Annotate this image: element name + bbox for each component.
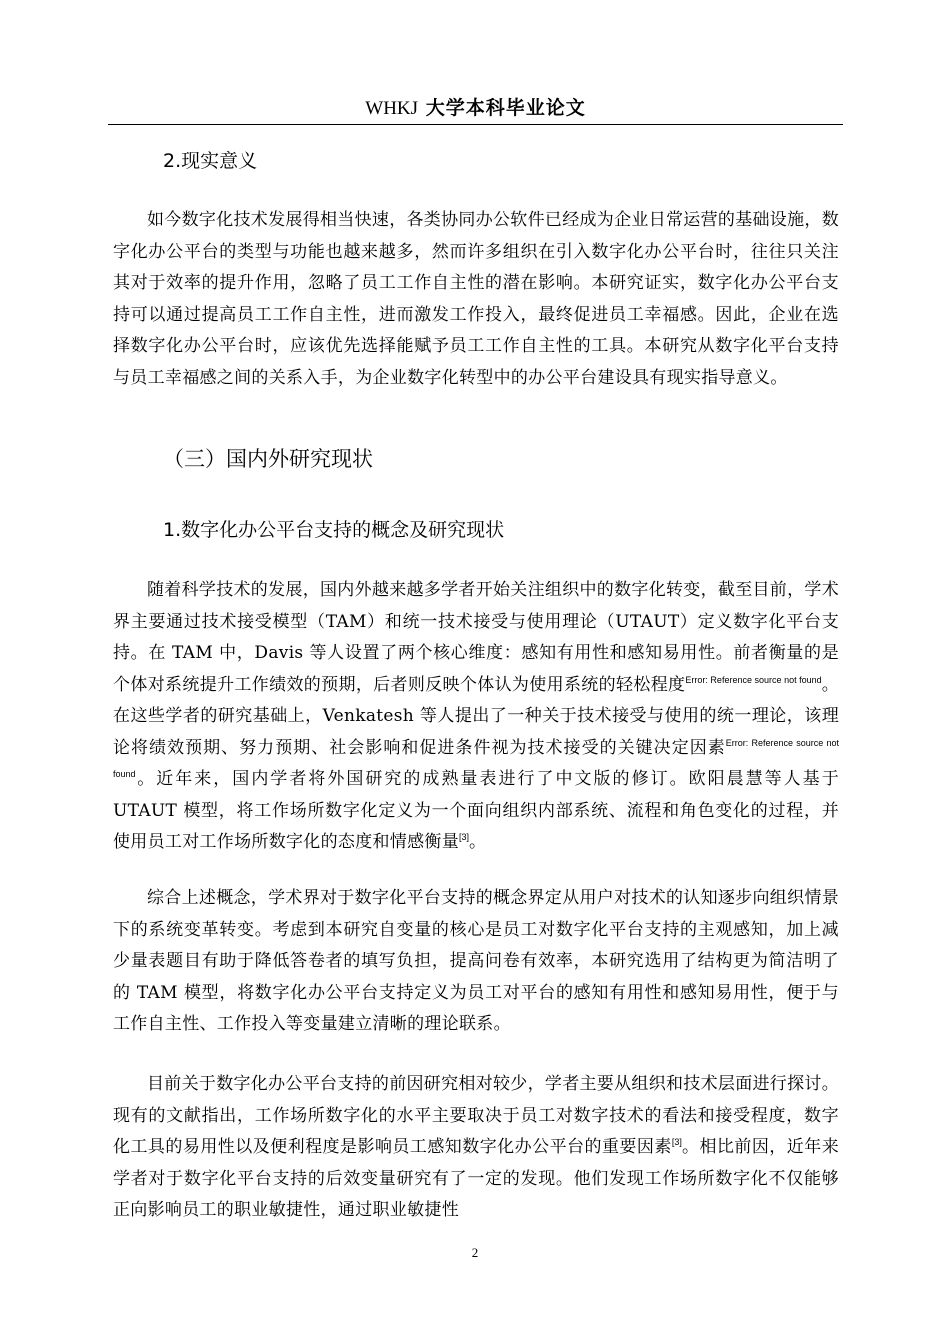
citation-marker[interactable]: [3] — [459, 832, 470, 842]
subsection-heading-practical: 2.现实意义 — [163, 150, 258, 172]
paragraph-practical: 如今数字化技术发展得相当快速，各类协同办公软件已经成为企业日常运营的基础设施，数字化办公平台的类型与功能也越来越多，然而许多组织在引入数字化办公平台时，往往只关注其对于效率的提升作用，忽略了员工工作自主性的潜在影响。本研究证实，数字化办公平台支持可以通过提高员工工作自主性，进而激发工作投入，最终促进员工幸福感。因此，企业在选择数字化办公平台时，应该优先选择能赋予员工工作自主性的工具。本研究从数字化平台支持与员工幸福感之间的关系入手，为企业数字化转型中的办公平台建设具有现实指导意义。 — [113, 210, 839, 388]
paragraph-text: 目前关于数字化办公平台支持的前因研究相对较少，学者主要从组织和技术层面进行探讨。现有的文献指出，工作场所数字化的水平主要取决于员工对数字技术的看法和接受程度，数字化工具的易用性以及便利程度是影响员工感知数字化办公平台的重要因素 — [113, 1074, 839, 1157]
paragraph-text: 。在这些学者的研究基础上，Venkatesh 等人提出了一种关于技术接受与使用的统一理论，该理论将绩效预期、努力预期、社会影响和促进条件视为技术接受的关键决定因素 — [113, 674, 840, 758]
reference-error-marker[interactable]: Error: Reference source not found — [113, 737, 839, 779]
reference-error-marker[interactable]: Error: Reference source not found — [685, 674, 822, 685]
page-number: 2 — [471, 1245, 479, 1260]
paragraph-concept — [113, 575, 839, 859]
page-header — [108, 96, 843, 125]
citation-marker[interactable]: [3] — [671, 1137, 682, 1147]
paragraph-text: 。近年来，国内学者将外国研究的成熟量表进行了中文版的修订。欧阳晨慧等人基于 UTAUT 模型，将工作场所数字化定义为一个面向组织内部系统、流程和角色变化的过程，并使用员工对工作场所数字化的态度和情感衡量 — [113, 769, 839, 852]
section-heading-research-status: （三）国内外研究现状 — [163, 447, 373, 471]
paragraph-text: 。相比前因，近年来学者对于数字化平台支持的后效变量研究有了一定的发现。他们发现工作场所数字化不仅能够正向影响员工的职业敏捷性，通过职业敏捷性 — [113, 1137, 839, 1220]
header-code: WHKJ — [365, 98, 419, 119]
paragraph-antecedents — [113, 1069, 839, 1227]
paragraph-summary: 综合上述概念，学术界对于数字化平台支持的概念界定从用户对技术的认知逐步向组织情景下的系统变革转变。考虑到本研究自变量的核心是员工对数字化平台支持的主观感知，加上减少量表题目有助于降低答卷者的填写负担，提高问卷有效率，本研究选用了结构更为简洁明了的 TAM 模型，将数字化办公平台支持定义为员工对平台的感知有用性和感知易用性，便于与工作自主性、工作投入等变量建立清晰的理论联系。 — [113, 888, 839, 1034]
paragraph-text: 。 — [469, 832, 487, 852]
header-title: 大学本科毕业论文 — [425, 97, 586, 119]
subsection-heading-concept: 1.数字化办公平台支持的概念及研究现状 — [163, 519, 505, 541]
paragraph-text: 随着科学技术的发展，国内外越来越多学者开始关注组织中的数字化转变，截至目前，学术界主要通过技术接受模型（TAM）和统一技术接受与使用理论（UTAUT）定义数字化平台支持。在 TAM 中，Davis 等人设置了两个核心维度：感知有用性和感知易用性。前者衡量的是个体对系统提升工作绩效的预期，后者则反映个体认为使用系统的轻松程度 — [113, 580, 839, 695]
